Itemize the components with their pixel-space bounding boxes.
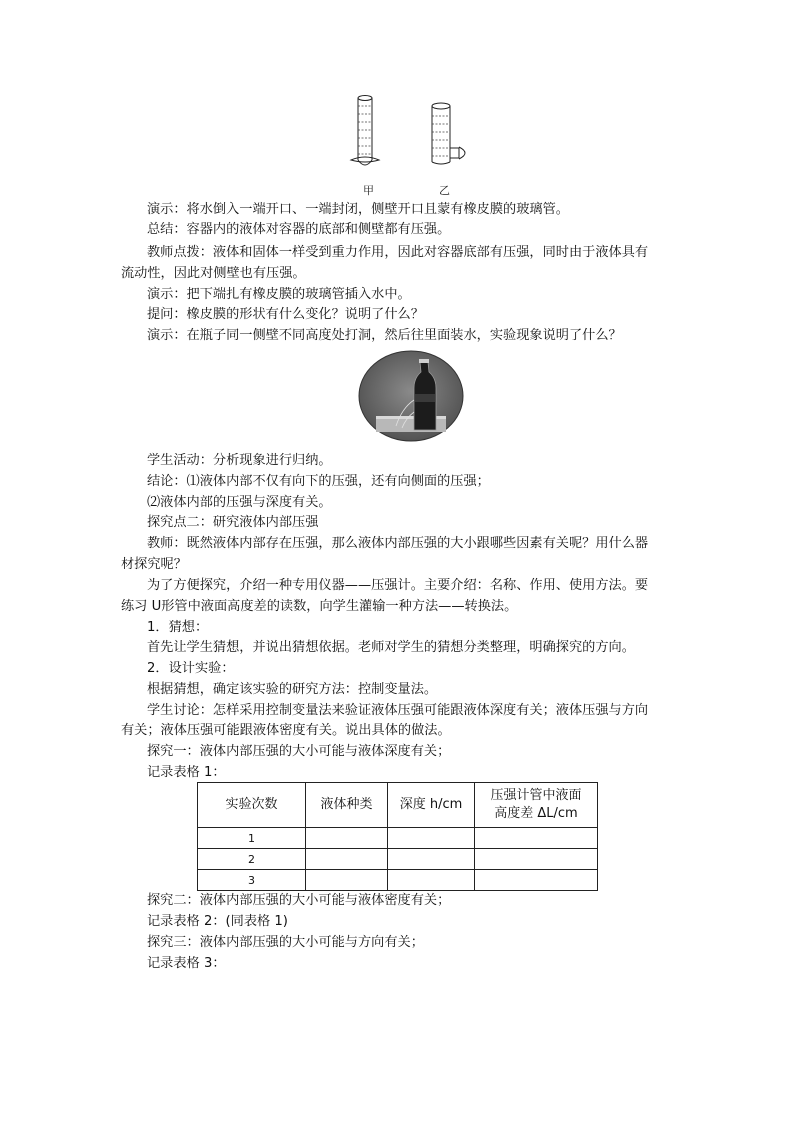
table-row	[198, 828, 598, 849]
table-header-height-diff-line2: 高度差 ΔL/cm	[494, 806, 578, 821]
table-header-height-diff	[475, 783, 598, 828]
paragraph-instrument-1: 为了方便探究，介绍一种专用仪器——压强计。主要介绍：名称、作用、使用方法。要	[147, 578, 649, 593]
paragraph-guess: 首先让学生猜想，并说出猜想依据。老师对学生的猜想分类整理，明确探究的方向。	[147, 640, 635, 655]
paragraph-teacher-note-2: 流动性，因此对侧壁也有压强。	[121, 266, 306, 281]
table-cell	[306, 870, 388, 891]
paragraph-question: 提问：橡皮膜的形状有什么变化？说明了什么？	[147, 307, 424, 322]
paragraph-conclusion-2: ⑵液体内部的压强与深度有关。	[147, 495, 332, 510]
figure-label-a: 甲	[363, 184, 374, 197]
paragraph-teacher-1: 教师：既然液体内部存在压强，那么液体内部压强的大小跟哪些因素有关呢？用什么器	[147, 536, 649, 551]
table-cell	[306, 828, 388, 849]
bottle-experiment-photo	[358, 350, 464, 442]
figure-label-b: 乙	[439, 184, 450, 197]
paragraph-inquiry-3: 探究三：液体内部压强的大小可能与方向有关；	[147, 935, 424, 950]
table-cell	[475, 870, 598, 891]
table-cell	[388, 849, 475, 870]
table-header-trials: 实验次数	[198, 783, 306, 828]
paragraph-table1-label: 记录表格 1：	[147, 765, 226, 780]
table-row	[198, 849, 598, 870]
paragraph-teacher-note-1: 教师点拨：液体和固体一样受到重力作用，因此对容器底部有压强，同时由于液体具有	[147, 245, 649, 260]
table-header-height-diff-line1: 压强计管中液面	[490, 788, 582, 803]
table-cell	[306, 849, 388, 870]
table-cell	[475, 849, 598, 870]
table-cell	[388, 870, 475, 891]
paragraph-discussion-1: 学生讨论：怎样采用控制变量法来验证液体压强可能跟液体深度有关；液体压强与方向	[147, 703, 649, 718]
paragraph-summary: 总结：容器内的液体对容器的底部和侧壁都有压强。	[147, 222, 451, 237]
paragraph-student-activity: 学生活动：分析现象进行归纳。	[147, 453, 332, 468]
paragraph-conclusion-1: 结论：⑴液体内部不仅有向下的压强，还有向侧面的压强；	[147, 474, 490, 489]
paragraph-inquiry-1: 探究一：液体内部压强的大小可能与液体深度有关；	[147, 744, 451, 759]
table-cell	[475, 828, 598, 849]
table-cell-trial: 3	[198, 870, 306, 891]
paragraph-teacher-2: 材探究呢？	[121, 557, 187, 572]
tube-a	[351, 96, 379, 166]
step-design: 2．设计实验：	[147, 661, 235, 676]
paragraph-demo-1: 演示：将水倒入一端开口、一端封闭，侧壁开口且蒙有橡皮膜的玻璃管。	[147, 202, 569, 217]
paragraph-instrument-2: 练习 U形管中液面高度差的读数，向学生灌输一种方法——转换法。	[121, 599, 518, 614]
table-row	[198, 870, 598, 891]
glass-tubes-figure	[345, 92, 485, 180]
table-cell-trial: 2	[198, 849, 306, 870]
paragraph-inquiry-2: 探究二：液体内部压强的大小可能与液体密度有关；	[147, 893, 451, 908]
step-guess: 1．猜想：	[147, 620, 209, 635]
paragraph-demo-2: 演示：把下端扎有橡皮膜的玻璃管插入水中。	[147, 287, 411, 302]
table-header-depth: 深度 h/cm	[388, 783, 475, 828]
record-table-1	[197, 782, 598, 891]
paragraph-method: 根据猜想，确定该实验的研究方法：控制变量法。	[147, 682, 438, 697]
paragraph-demo-3: 演示：在瓶子同一侧壁不同高度处打洞，然后往里面装水，实验现象说明了什么？	[147, 328, 622, 343]
paragraph-table3-label: 记录表格 3：	[147, 956, 226, 971]
tube-b	[432, 103, 465, 164]
table-cell-trial: 1	[198, 828, 306, 849]
table-cell	[388, 828, 475, 849]
paragraph-table2-label: 记录表格 2：(同表格 1)	[147, 914, 288, 929]
paragraph-discussion-2: 有关；液体压强可能跟液体密度有关。说出具体的做法。	[121, 723, 451, 738]
section-heading-2: 探究点二：研究液体内部压强	[147, 515, 319, 530]
table-header-liquid-type: 液体种类	[306, 783, 388, 828]
